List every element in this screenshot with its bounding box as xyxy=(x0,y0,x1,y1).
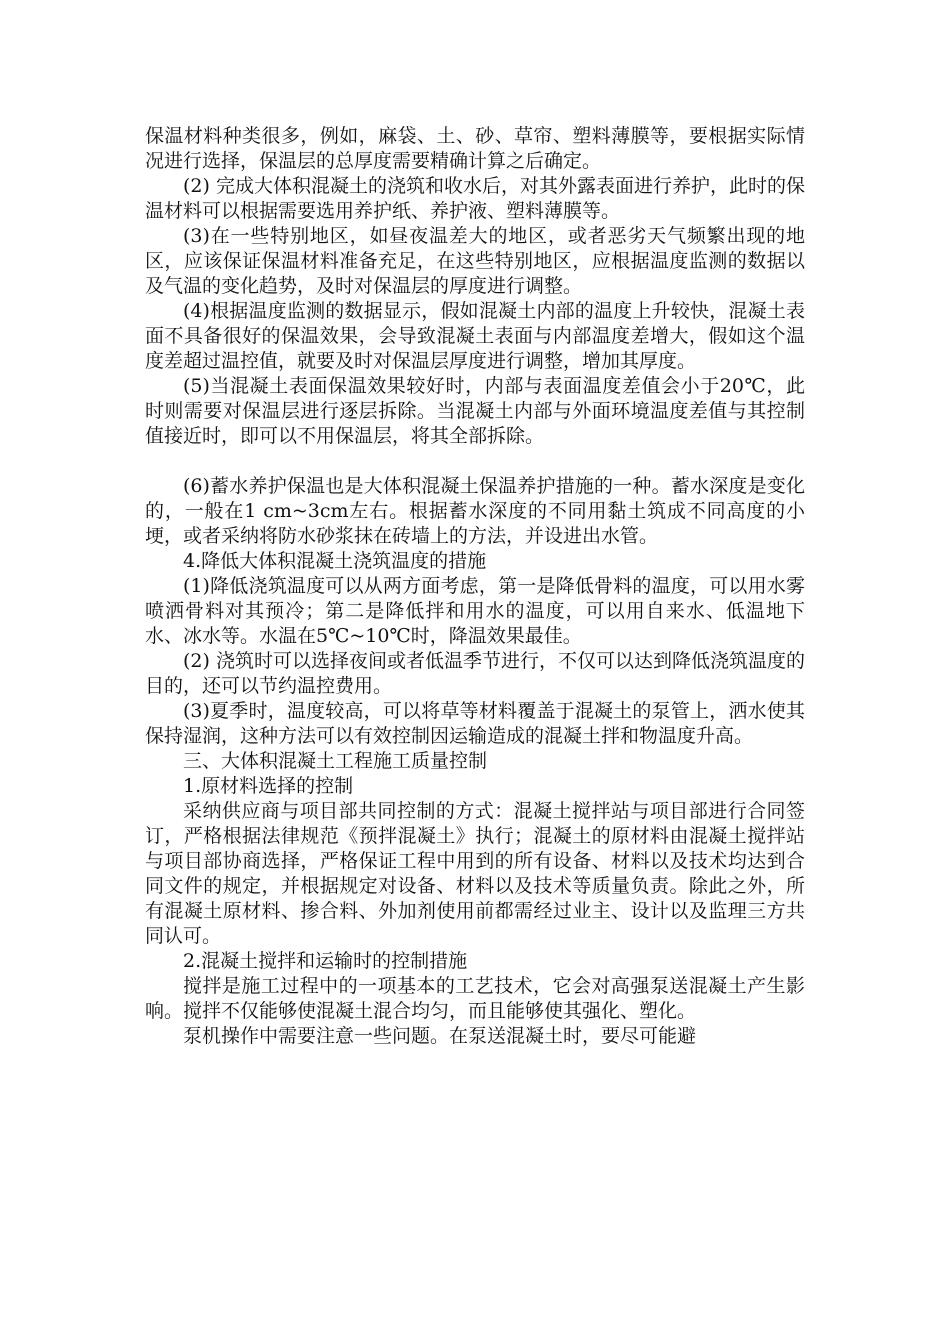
paragraph-pump-operation: 泵机操作中需要注意一些问题。在泵送混凝土时，要尽可能避 xyxy=(183,1025,697,1047)
paragraph-item-2-curing: (2) 完成大体积混凝土的浇筑和收水后，对其外露表面进行养护，此时的保温材料可以根据需要选用养护纸、养护液、塑料薄膜等。 xyxy=(145,175,805,222)
paragraph-item-4-temperature-monitoring: (4)根据温度监测的数据显示，假如混凝土内部的温度上升较快，混凝土表面不具备很好的保温效果，会导致混凝土表面与内部温度差增大，假如这个温度差超过温控值，就要及时对保温层厚度进行调整，增加其厚度。 xyxy=(145,300,805,372)
paragraph-mixing: 搅拌是施工过程中的一项基本的工艺技术，它会对高强泵送混凝土产生影响。搅拌不仅能够使混凝土混合均匀，而且能够使其强化、塑化。 xyxy=(145,975,805,1022)
paragraph-pouring-temp-1: (1)降低浇筑温度可以从两方面考虑，第一是降低骨料的温度，可以用水雾喷洒骨料对其预冷；第二是降低拌和用水的温度，可以用自来水、低温地下水、冰水等。水温在5℃~10℃时，降温效果最佳。 xyxy=(145,575,805,647)
paragraph-item-6-water-storage: (6)蓄水养护保温也是大体积混凝土保温养护措施的一种。蓄水深度是变化的，一般在1 cm~3cm左右。根据蓄水深度的不同用黏土筑成不同高度的小埂，或者采纳将防水砂浆抹在砖墙上的方法，并设进出水管。 xyxy=(145,475,805,547)
paragraph-pouring-temp-3: (3)夏季时，温度较高，可以将草等材料覆盖于混凝土的泵管上，洒水使其保持湿润，这种方法可以有效控制因运输造成的混凝土拌和物温度升高。 xyxy=(145,700,805,747)
paragraph-insulation-materials: 保温材料种类很多，例如，麻袋、土、砂、草帘、塑料薄膜等，要根据实际情况进行选择，保温层的总厚度需要精确计算之后确定。 xyxy=(145,125,805,172)
subsection-heading-1: 1.原材料选择的控制 xyxy=(183,775,354,797)
subsection-heading-2: 2.混凝土搅拌和运输时的控制措施 xyxy=(183,950,468,972)
paragraph-item-3-special-regions: (3)在一些特别地区，如昼夜温差大的地区，或者恶劣天气频繁出现的地区，应该保证保温材料准备充足，在这些特别地区，应根据温度监测的数据以及气温的变化趋势，及时对保温层的厚度进行调整。 xyxy=(145,225,805,297)
section-heading-3: 三、大体积混凝土工程施工质量控制 xyxy=(183,750,488,772)
paragraph-item-5-layer-removal: (5)当混凝土表面保温效果较好时，内部与表面温度差值会小于20℃，此时则需要对保温层进行逐层拆除。当混凝土内部与外面环境温度差值与其控制值接近时，即可以不用保温层，将其全部拆除。 xyxy=(145,375,805,447)
paragraph-pouring-temp-2: (2) 浇筑时可以选择夜间或者低温季节进行，不仅可以达到降低浇筑温度的目的，还可以节约温控费用。 xyxy=(145,650,805,697)
document-body xyxy=(145,124,805,1049)
paragraph-raw-materials: 采纳供应商与项目部共同控制的方式：混凝土搅拌站与项目部进行合同签订，严格根据法律规范《预拌混凝土》执行；混凝土的原材料由混凝土搅拌站与项目部协商选择，严格保证工程中用到的所有设备、材料以及技术均达到合同文件的规定，并根据规定对设备、材料以及技术等质量负责。除此之外，所有混凝土原材料、掺合料、外加剂使用前都需经过业主、设计以及监理三方共同认可。 xyxy=(145,800,805,947)
section-heading-4: 4.降低大体积混凝土浇筑温度的措施 xyxy=(183,550,487,572)
